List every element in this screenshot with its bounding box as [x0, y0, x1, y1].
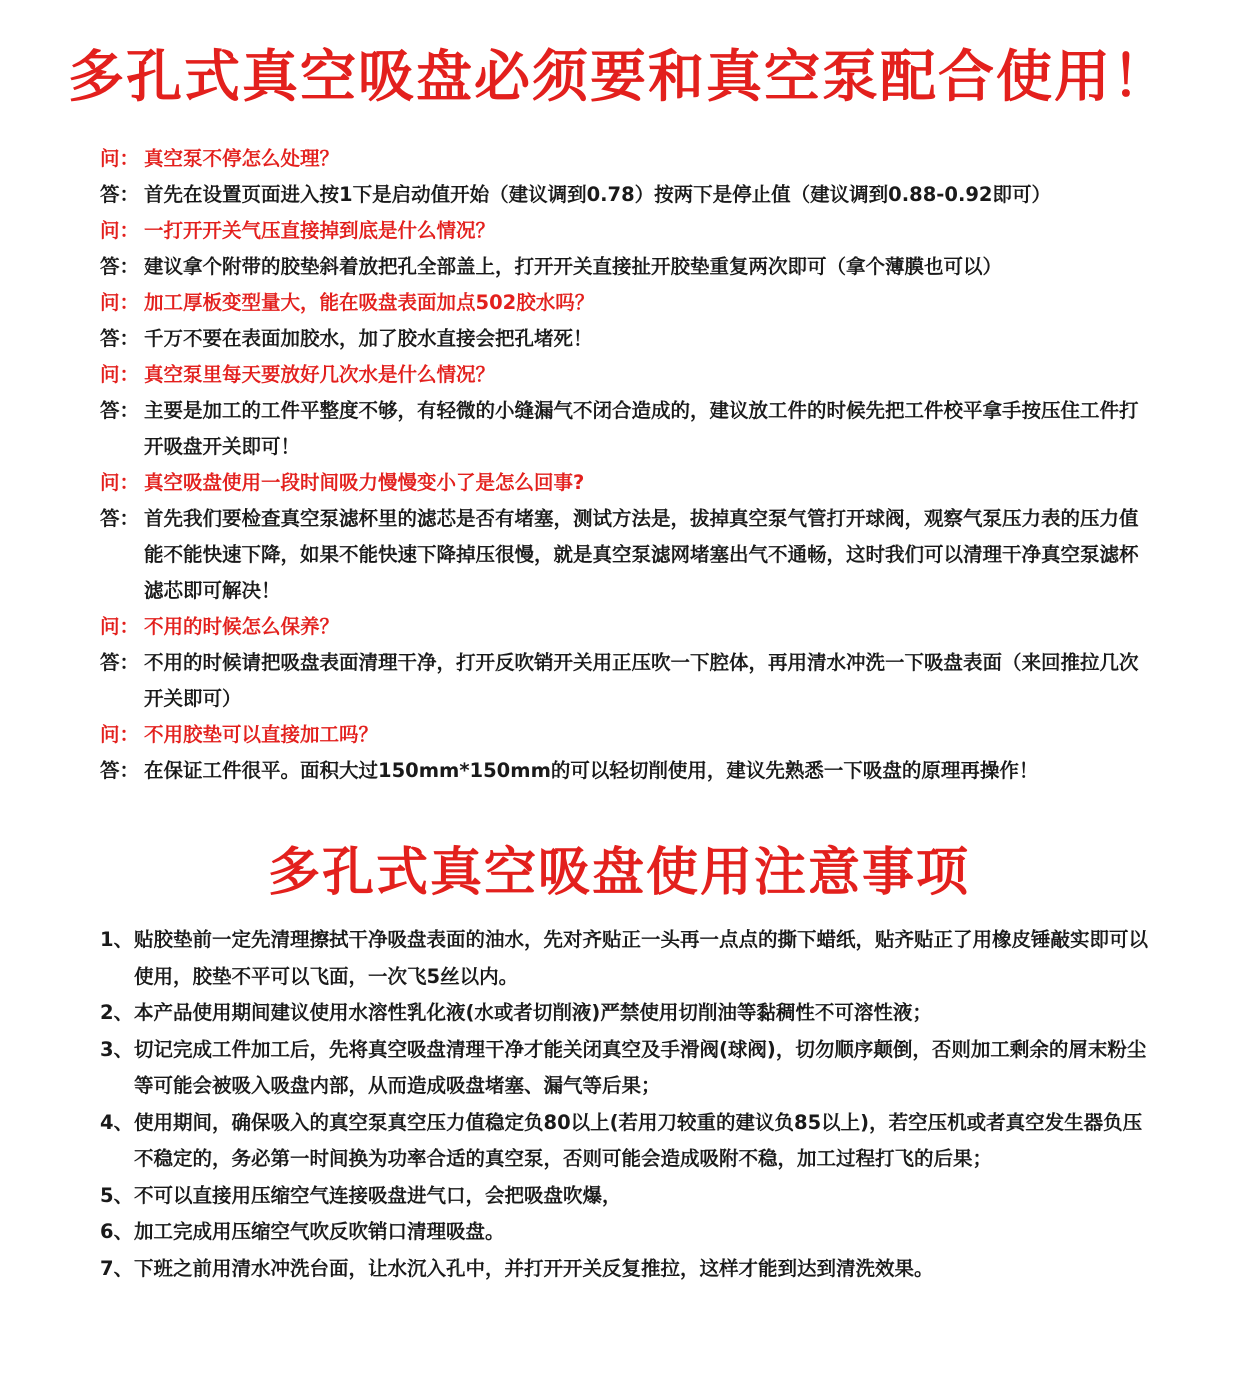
question-text: 不用胶垫可以直接加工吗？	[144, 723, 379, 746]
note-number: 1、	[100, 928, 134, 951]
answer-text: 不用的时候请把吸盘表面清理干净，打开反吹销开关用正压吹一下腔体，再用清水冲洗一下吸盘表面（来回推拉几次开关即可）	[144, 651, 1139, 710]
note-item	[100, 1214, 1150, 1251]
faq-answer	[100, 249, 1150, 285]
faq-answer	[100, 501, 1150, 609]
question-prefix: 问：	[100, 615, 140, 638]
note-text: 加工完成用压缩空气吹反吹销口清理吸盘。	[134, 1220, 505, 1243]
question-text: 加工厚板变型量大，能在吸盘表面加点502胶水吗？	[144, 291, 595, 314]
question-text: 真空泵不停怎么处理？	[144, 147, 340, 170]
faq-question	[100, 465, 1150, 501]
notes-title: 多孔式真空吸盘使用注意事项	[267, 843, 970, 903]
note-text: 不可以直接用压缩空气连接吸盘进气口，会把吸盘吹爆，	[134, 1183, 622, 1207]
note-number: 6、	[100, 1220, 134, 1243]
note-number: 7、	[100, 1256, 134, 1280]
answer-prefix: 答：	[100, 327, 140, 350]
question-prefix: 问：	[100, 219, 140, 242]
answer-prefix: 答：	[100, 651, 140, 674]
notes-list	[100, 922, 1150, 1287]
question-text: 一打开开关气压直接掉到底是什么情况？	[144, 219, 496, 242]
faq-answer	[100, 645, 1150, 717]
faq-question	[100, 609, 1150, 645]
note-item	[100, 1178, 1150, 1215]
note-item	[100, 922, 1150, 995]
faq-question	[100, 285, 1150, 321]
answer-text: 千万不要在表面加胶水，加了胶水直接会把孔堵死！	[144, 327, 593, 350]
answer-text: 在保证工件很平。面积大过150mm*150mm的可以轻切削使用，建议先熟悉一下吸盘的原理再操作！	[144, 759, 1039, 782]
question-prefix: 问：	[100, 147, 140, 170]
answer-prefix: 答：	[100, 759, 140, 782]
note-text: 使用期间，确保吸入的真空泵真空压力值稳定负80以上(若用刀较重的建议负85以上)，若空压机或者真空发生器负压不稳定的，务必第一时间换为功率合适的真空泵，否则可能会造成吸附不稳，加工过程打飞的后果；	[134, 1110, 1143, 1170]
faq-section	[100, 141, 1150, 789]
faq-answer	[100, 753, 1150, 789]
question-text: 真空泵里每天要放好几次水是什么情况？	[144, 363, 496, 386]
note-number: 4、	[100, 1110, 134, 1134]
faq-question	[100, 357, 1150, 393]
note-text: 贴胶垫前一定先清理擦拭干净吸盘表面的油水，先对齐贴正一头再一点点的撕下蜡纸，贴齐贴正了用橡皮锤敲实即可以使用，胶垫不平可以飞面，一次飞5丝以内。	[134, 928, 1149, 988]
note-text: 本产品使用期间建议使用水溶性乳化液(水或者切削液)严禁使用切削油等黏稠性不可溶性液；	[134, 1001, 932, 1024]
answer-prefix: 答：	[100, 183, 140, 206]
answer-text: 建议拿个附带的胶垫斜着放把孔全部盖上，打开开关直接扯开胶垫重复两次即可（拿个薄膜也可以）	[144, 255, 1003, 278]
faq-question	[100, 717, 1150, 753]
answer-text: 首先我们要检查真空泵滤杯里的滤芯是否有堵塞，测试方法是，拔掉真空泵气管打开球阀，观察气泵压力表的压力值能不能快速下降，如果不能快速下降掉压很慢，就是真空泵滤网堵塞出气不通畅，这时我们可以清理干净真空泵滤杯滤芯即可解决！	[144, 507, 1139, 602]
answer-prefix: 答：	[100, 255, 140, 278]
question-prefix: 问：	[100, 471, 140, 494]
note-number: 3、	[100, 1037, 134, 1061]
note-number: 5、	[100, 1183, 134, 1207]
question-text: 不用的时候怎么保养？	[144, 615, 340, 638]
note-item	[100, 1032, 1150, 1105]
question-text: 真空吸盘使用一段时间吸力慢慢变小了是怎么回事?	[144, 471, 585, 494]
page-title: 多孔式真空吸盘必须要和真空泵配合使用！	[68, 45, 1170, 110]
answer-prefix: 答：	[100, 399, 140, 422]
note-text: 下班之前用清水冲洗台面，让水沉入孔中，并打开开关反复推拉，这样才能到达到清洗效果。	[134, 1256, 934, 1280]
answer-prefix: 答：	[100, 507, 140, 530]
question-prefix: 问：	[100, 723, 140, 746]
answer-text: 主要是加工的工件平整度不够，有轻微的小缝漏气不闭合造成的，建议放工件的时候先把工件校平拿手按压住工件打开吸盘开关即可！	[144, 399, 1139, 458]
note-item	[100, 1251, 1150, 1288]
faq-question	[100, 213, 1150, 249]
note-item	[100, 995, 1150, 1032]
question-prefix: 问：	[100, 291, 140, 314]
faq-answer	[100, 177, 1150, 213]
question-prefix: 问：	[100, 363, 140, 386]
note-item	[100, 1105, 1150, 1178]
note-number: 2、	[100, 1001, 134, 1024]
faq-answer	[100, 321, 1150, 357]
note-text: 切记完成工件加工后，先将真空吸盘清理干净才能关闭真空及手滑阀(球阀)，切勿顺序颠倒，否则加工剩余的屑末粉尘等可能会被吸入吸盘内部，从而造成吸盘堵塞、漏气等后果；	[134, 1037, 1147, 1097]
faq-question	[100, 141, 1150, 177]
faq-answer	[100, 393, 1150, 465]
answer-text: 首先在设置页面进入按1下是启动值开始（建议调到0.78）按两下是停止值（建议调到0.88-0.92即可）	[144, 183, 1051, 206]
